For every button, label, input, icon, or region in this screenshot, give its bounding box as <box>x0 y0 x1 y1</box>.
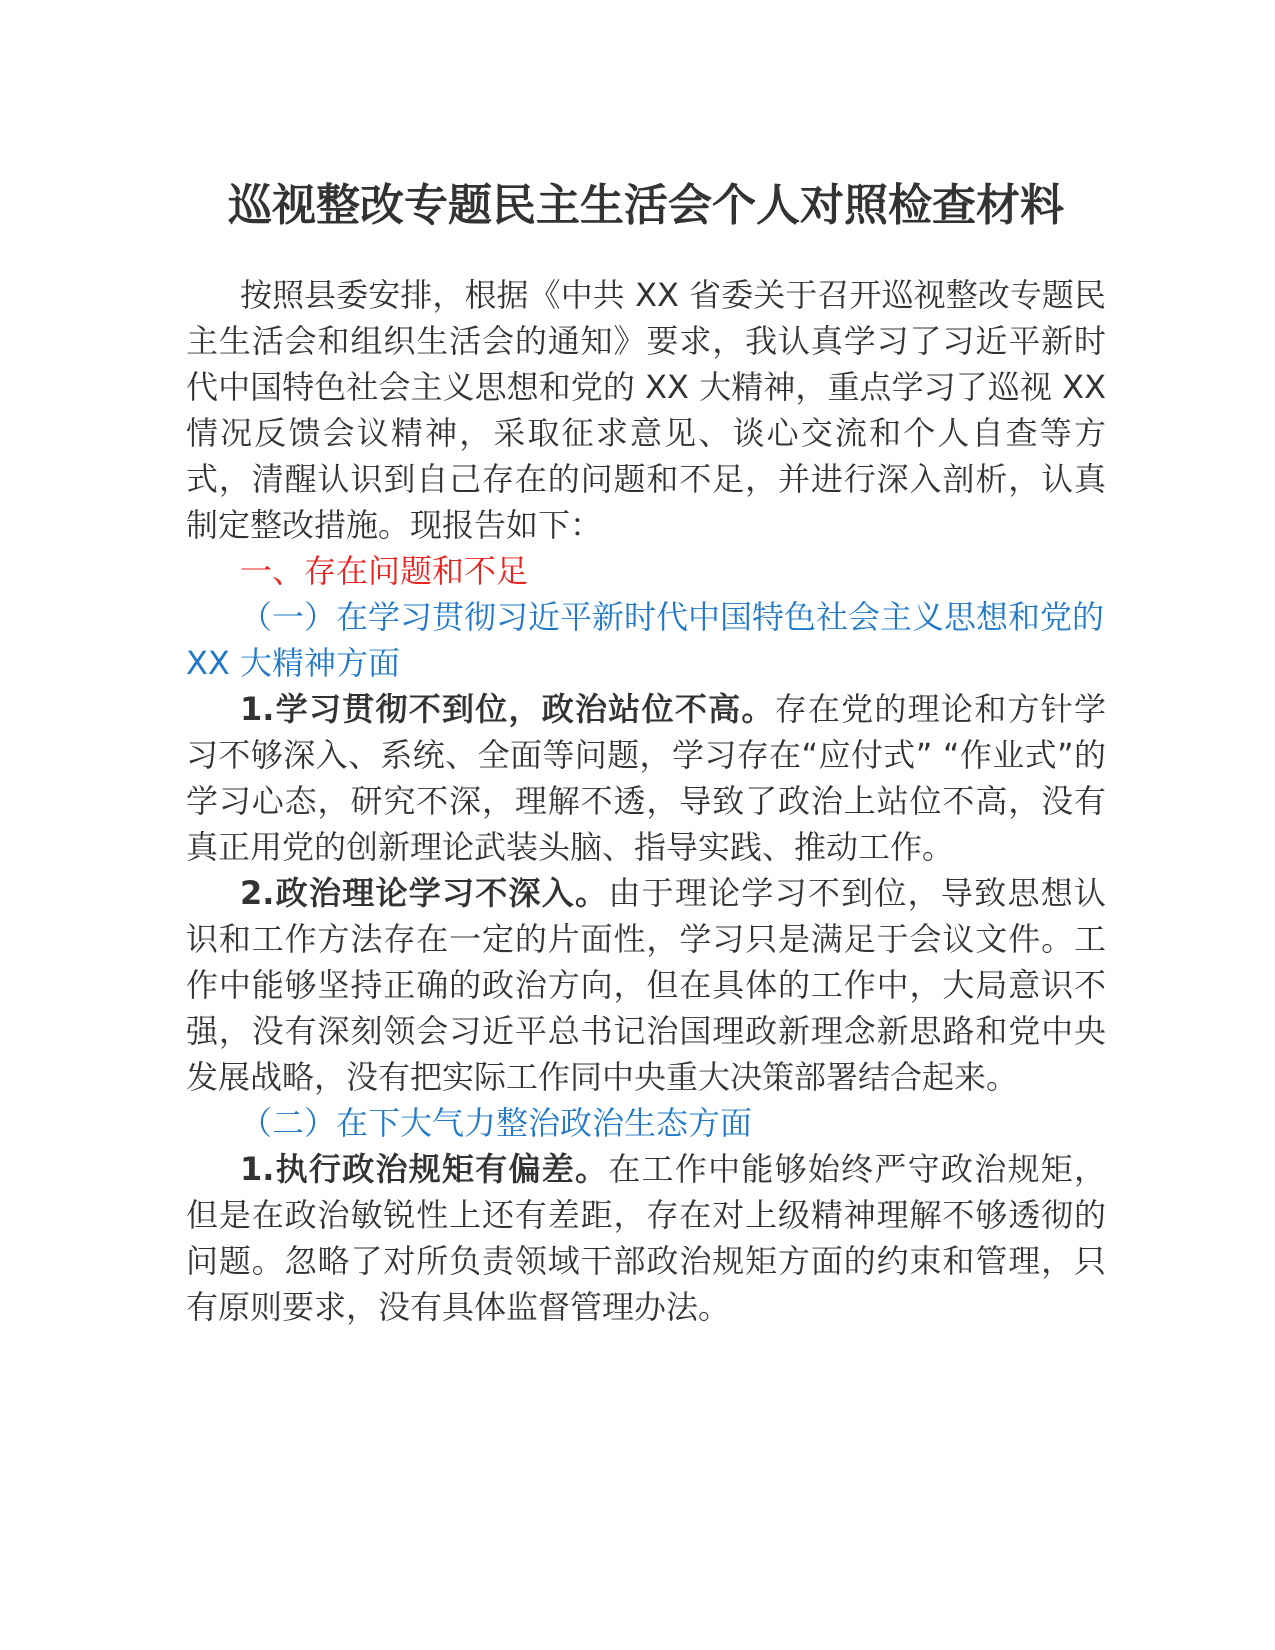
item-heading: 2.政治理论学习不深入。 <box>240 874 609 912</box>
item-body: 由于理论学习不到位，导致思想认识和工作方法存在一定的片面性，学习只是满足于会议文件。工作中能够坚持正确的政治方向，但在具体的工作中，大局意识不强，没有深刻领会习近平总书记治国理政新理念新思路和党中央发展战略，没有把实际工作同中央重大决策部署结合起来。 <box>186 874 1106 1096</box>
item-body: 在工作中能够始终严守政治规矩，但是在政治敏锐性上还有差距，存在对上级精神理解不够透彻的问题。忽略了对所负责领域干部政治规矩方面的约束和管理，只有原则要求，没有具体监督管理办法。 <box>186 1150 1106 1326</box>
subsection-heading-2: （二）在下大气力整治政治生态方面 <box>240 1104 753 1142</box>
document-title: 巡视整改专题民主生活会个人对照检查材料 <box>228 180 1064 231</box>
section-heading-problems: 一、存在问题和不足 <box>240 552 529 590</box>
item-paragraph <box>186 870 1106 1100</box>
item-heading: 1.执行政治规矩有偏差。 <box>240 1150 609 1188</box>
intro-paragraph: 按照县委安排，根据《中共 XX 省委关于召开巡视整改专题民主生活会和组织生活会的通知》要求，我认真学习了习近平新时代中国特色社会主义思想和党的 XX 大精神，重点学习了巡视 XX 情况反馈会议精神，采取征求意见、谈心交流和个人自查等方式，清醒认识到自己存在的问题和不足，并进行深入剖析，认真制定整改措施。现报告如下： <box>186 276 1106 544</box>
item-paragraph <box>186 686 1106 870</box>
item-paragraph <box>186 1146 1106 1330</box>
item-body: 存在党的理论和方针学习不够深入、系统、全面等问题，学习存在“应付式” “作业式”的学习心态，研究不深，理解不透，导致了政治上站位不高，没有真正用党的创新理论武装头脑、指导实践、推动工作。 <box>186 690 1106 866</box>
document-page <box>186 170 1106 1330</box>
item-heading: 1.学习贯彻不到位，政治站位不高。 <box>240 690 775 728</box>
subsection-heading-1: （一）在学习贯彻习近平新时代中国特色社会主义思想和党的 XX 大精神方面 <box>186 598 1105 682</box>
